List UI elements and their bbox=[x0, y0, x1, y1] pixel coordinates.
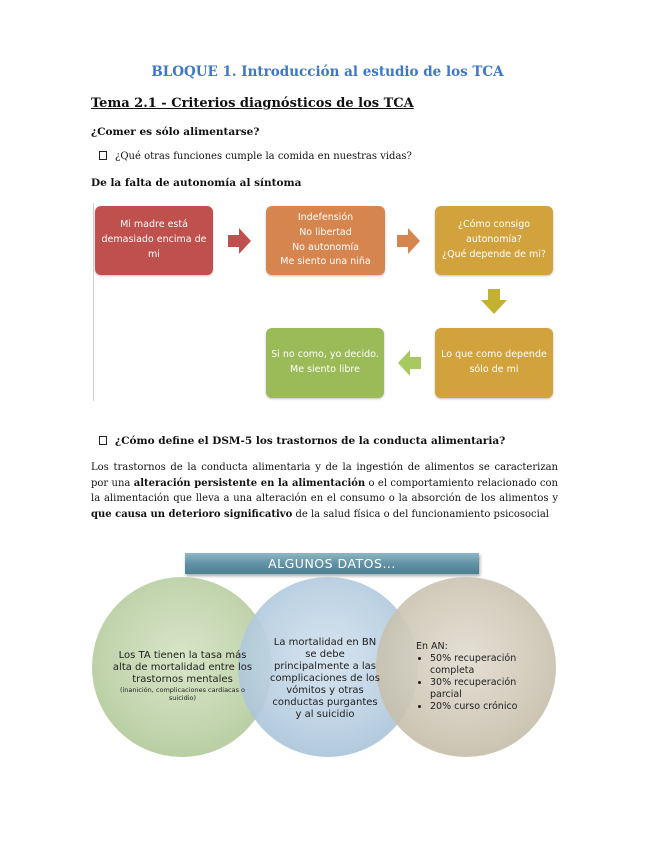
arrow-left-icon bbox=[397, 349, 421, 377]
an-outcomes-list bbox=[416, 653, 534, 713]
venn-text-mortality bbox=[110, 650, 255, 702]
section-heading-autonomy: De la falta de autonomía al síntoma bbox=[91, 177, 302, 189]
venn-text-bn: La mortalidad en BN se debe principalmente a las complicaciones de los vómitos y otras conductas purgantes y al suicidio bbox=[270, 637, 380, 720]
flow-box-mother-line-2: demasiado encima de mi bbox=[101, 234, 207, 260]
venn-text-mortality-small: (inanición, complicaciones cardiacas o suicidio) bbox=[119, 686, 246, 702]
bullet-question-2 bbox=[99, 435, 505, 447]
flow-box-question-line-2: autonomía? bbox=[466, 234, 522, 246]
flow-box-mother-line-1: Mi madre está bbox=[120, 219, 188, 231]
flow-box-free-line-2: Me siento libre bbox=[290, 364, 360, 375]
definition-bold-2: que causa un deterioro significativo bbox=[91, 508, 293, 520]
bullet-question-2-text: ¿Cómo define el DSM-5 los trastornos de la conducta alimentaria? bbox=[115, 435, 506, 447]
definition-text-3: de la salud física o del funcionamiento psicosocial bbox=[292, 508, 549, 520]
flow-box-free bbox=[266, 328, 384, 398]
venn-text-mortality-main: Los TA tienen la tasa más alta de mortalidad entre los trastornos mentales bbox=[112, 650, 253, 685]
flow-box-feelings-line-3: No autonomía bbox=[292, 241, 359, 253]
page-title: BLOQUE 1. Introducción al estudio de los TCA bbox=[151, 64, 504, 80]
flow-box-feelings-line-4: Me siento una niña bbox=[280, 256, 371, 268]
list-item: • 20% curso crónico bbox=[430, 701, 534, 713]
flow-box-feelings bbox=[266, 206, 385, 275]
arrow-right-1-icon bbox=[228, 227, 248, 255]
list-item: • 50% recuperación completa bbox=[430, 653, 534, 677]
autonomy-flow-diagram bbox=[93, 203, 554, 401]
arrow-right-2-icon bbox=[397, 227, 421, 255]
flow-box-mother bbox=[95, 206, 213, 275]
flow-box-free-line-1: Si no como, yo decido. bbox=[271, 349, 379, 361]
dsm5-definition-paragraph bbox=[91, 460, 558, 522]
flow-box-feelings-line-1: Indefensión bbox=[297, 212, 354, 224]
flow-box-control-line-1: Lo que como depende bbox=[441, 349, 547, 361]
arrow-down-icon bbox=[480, 289, 508, 315]
flow-box-control bbox=[435, 328, 553, 398]
list-item: • 30% recuperación parcial bbox=[430, 677, 534, 701]
flow-box-question-line-3: ¿Qué depende de mi? bbox=[442, 248, 546, 260]
datos-banner: ALGUNOS DATOS... bbox=[185, 553, 479, 574]
venn-text-an-head: En AN: bbox=[416, 641, 448, 652]
definition-text-2: o el comportamiento relacionado con la alimentación que lleva a una alteración en el consumo o la absorción de los alimentos y bbox=[91, 477, 558, 504]
topic-heading: Tema 2.1 - Criterios diagnósticos de los TCA bbox=[91, 96, 414, 111]
venn-text-an bbox=[416, 641, 534, 713]
bullet-question-1-text: ¿Qué otras funciones cumple la comida en nuestras vidas? bbox=[115, 151, 412, 162]
definition-text-1: Los trastornos de la conducta alimentaria y de la ingestión de alimentos se caracterizan por una bbox=[91, 462, 558, 489]
bullet-square-icon bbox=[99, 151, 107, 160]
flow-box-question bbox=[435, 206, 553, 275]
definition-bold-1: alteración persistente en la alimentación bbox=[133, 477, 366, 489]
question-heading-1: ¿Comer es sólo alimentarse? bbox=[91, 126, 260, 138]
flow-box-control-line-2: sólo de mi bbox=[469, 364, 519, 375]
flow-box-question-line-1: ¿Cómo consigo bbox=[457, 219, 531, 231]
bullet-square-icon bbox=[99, 436, 107, 445]
flow-box-feelings-line-2: No libertad bbox=[299, 226, 352, 238]
bullet-question-1 bbox=[99, 151, 412, 162]
